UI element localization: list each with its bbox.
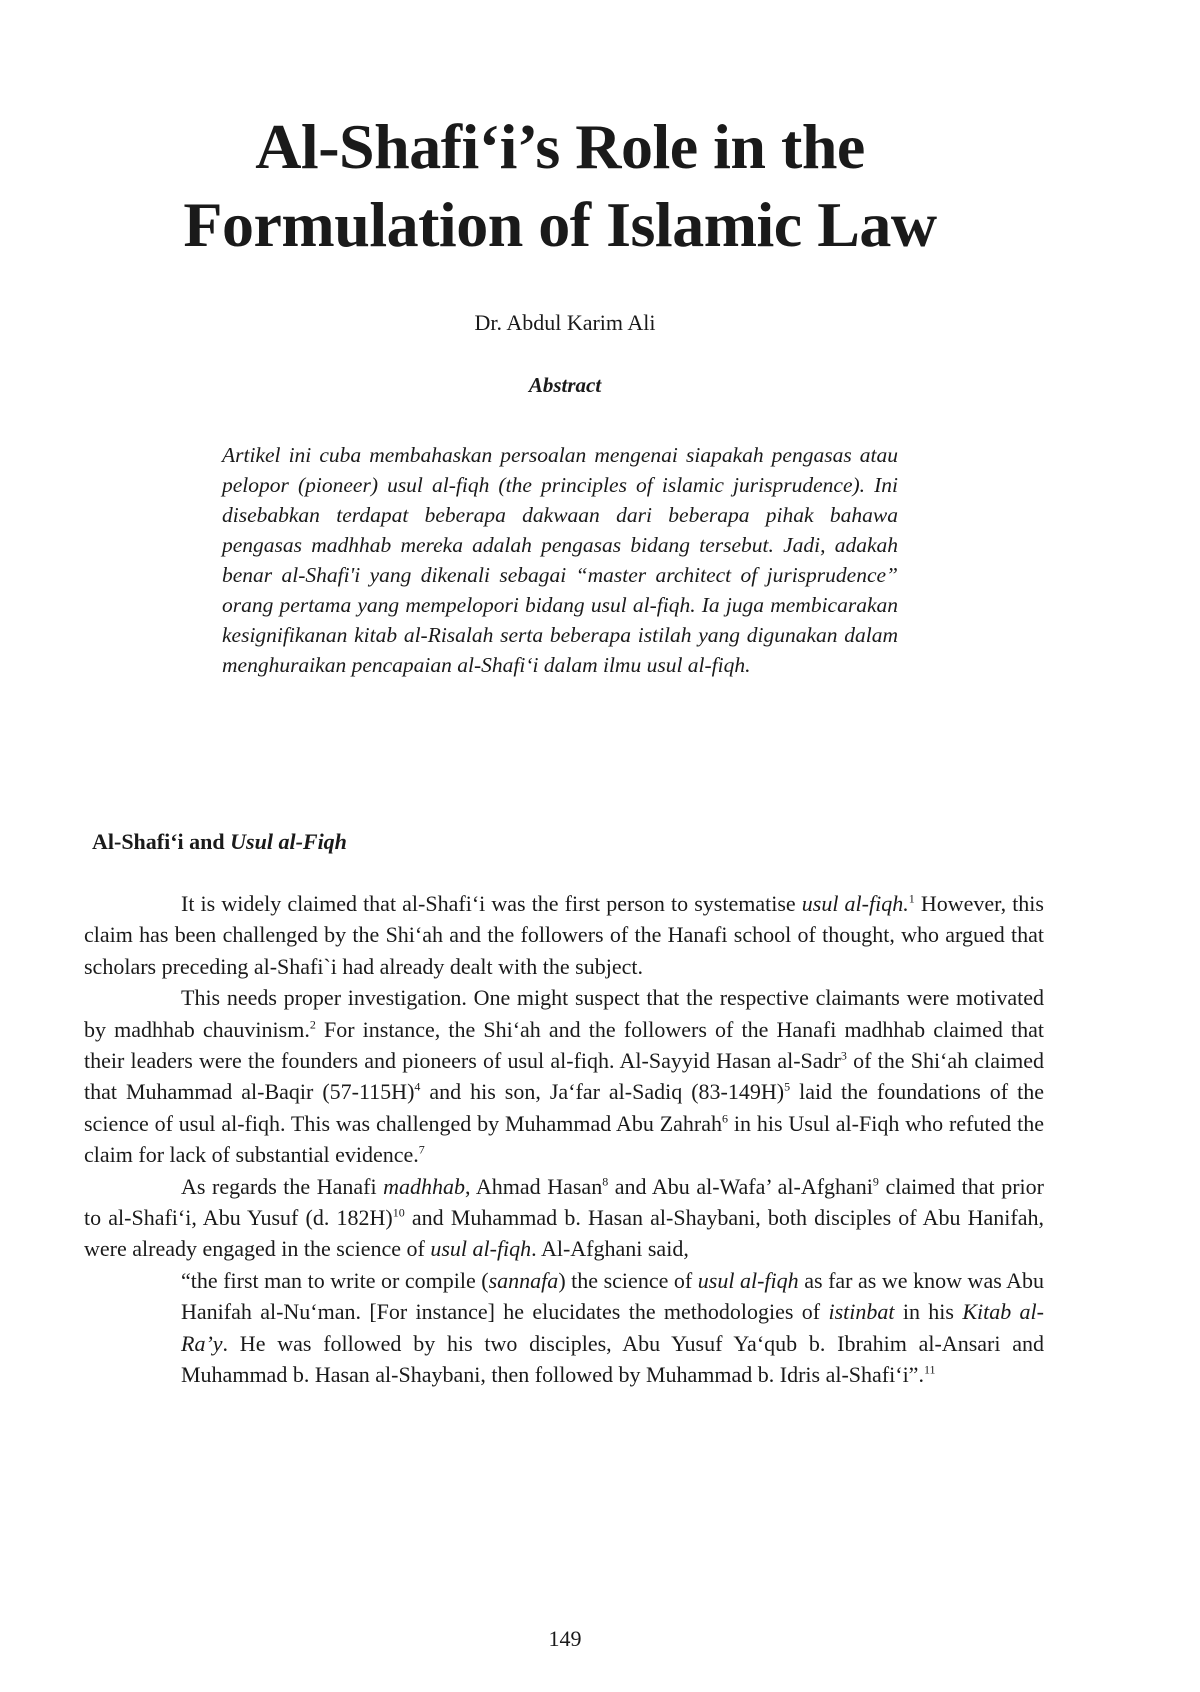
paper-title: Al-Shafi‘i’s Role in the Formulation of Islamic Law bbox=[183, 111, 937, 260]
text-run: of the Shi‘ah claimed that Muhammad al-Baqir (57-115H) bbox=[84, 1048, 1044, 1105]
italic-term: madhhab bbox=[383, 1173, 466, 1199]
footnote-ref-5: 5 bbox=[784, 1080, 791, 1095]
text-run: and his son, Ja‘far al-Sadiq (83-149H) bbox=[420, 1079, 785, 1105]
page-number: 149 bbox=[548, 1626, 582, 1651]
paragraph-1 bbox=[84, 888, 1044, 982]
footnote-ref-6: 6 bbox=[722, 1111, 728, 1126]
section-heading bbox=[92, 829, 347, 855]
paragraph-2 bbox=[84, 982, 1044, 1170]
text-run: as far as we know was Abu Hanifah al-Nu‘man. [For instance] he elucidates the methodologies of bbox=[181, 1267, 1044, 1325]
section-heading-italic: Usul al-Fiqh bbox=[230, 829, 347, 854]
italic-term: sannafa bbox=[488, 1267, 559, 1293]
body-text bbox=[84, 888, 1044, 1391]
text-run: , Ahmad Hasan bbox=[465, 1173, 603, 1199]
footnote-ref-7: 7 bbox=[418, 1142, 425, 1157]
italic-term: istinbat bbox=[828, 1299, 895, 1325]
section-heading-text: Al-Shafi‘i and bbox=[92, 829, 231, 854]
text-run: and Muhammad b. Hasan al-Shaybani, both disciples of Abu Hanifah, were already engaged in the science of bbox=[84, 1205, 1044, 1262]
footnote-ref-11: 11 bbox=[923, 1362, 936, 1377]
text-run: in his Usul al-Fiqh who refuted the claim for lack of substantial evidence. bbox=[84, 1110, 1044, 1168]
text-run: This needs proper investigation. One might suspect that the respective claimants were motivated by madhhab chauvinism. bbox=[84, 985, 1044, 1042]
text-run: laid the foundations of the science of usul al-fiqh. This was challenged by Muhammad Abu Zahrah bbox=[84, 1079, 1044, 1136]
footnote-ref-3: 3 bbox=[840, 1048, 847, 1063]
italic-term: usul al-fiqh bbox=[430, 1236, 532, 1262]
text-run: However, this claim has been challenged by the Shi‘ah and the followers of the Hanafi school of thought, who argued that scholars preceding al-Shafi`i had already dealt with the subject. bbox=[84, 891, 1044, 979]
footnote-ref-4: 4 bbox=[414, 1080, 421, 1095]
footnote-ref-8: 8 bbox=[602, 1174, 609, 1189]
text-run: in his bbox=[894, 1299, 963, 1325]
author-name: Dr. Abdul Karim Ali bbox=[474, 310, 656, 335]
text-run: claimed that prior to al-Shafi‘i, Abu Yusuf (d. 182H) bbox=[84, 1173, 1044, 1231]
italic-term: Kitab al-Ra’y bbox=[181, 1299, 1044, 1356]
abstract-text: Artikel ini cuba membahaskan persoalan mengenai siapakah pengasas atau pelopor (pioneer) usul al-fiqh (the principles of islamic jurisprudence). Ini disebabkan terdapat beberapa dakwaan dari beberapa pihak bahawa pengasas madhhab mereka adalah pengasas bidang tersebut. Jadi, adakah benar al-Shafi'i yang dikenali sebagai “master architect of jurisprudence” orang pertama yang mempelopori bidang usul al-fiqh. Ia juga membicarakan kesignifikanan kitab al-Risalah serta beberapa istilah yang digunakan dalam menghuraikan pencapaian al-Shafi‘i dalam ilmu usul al-fiqh. bbox=[222, 443, 898, 677]
footnote-ref-10: 10 bbox=[392, 1205, 405, 1220]
text-run: For instance, the Shi‘ah and the followers of the Hanafi madhhab claimed that their leaders were the founders and pioneers of usul al-fiqh. Al-Sayyid Hasan al-Sadr bbox=[84, 1016, 1044, 1074]
footnote-ref-9: 9 bbox=[872, 1174, 879, 1189]
italic-term: usul al-fiqh. bbox=[801, 891, 909, 916]
text-run: . He was followed by his two disciples, Abu Yusuf Ya‘qub b. Ibrahim al-Ansari and Muhammad b. Hasan al-Shaybani, then followed by Muhammad b. Idris al-Shafi‘i”. bbox=[181, 1330, 1044, 1388]
text-run: It is widely claimed that al-Shafi‘i was the first person to systematise bbox=[181, 891, 802, 916]
text-run: “the first man to write or compile ( bbox=[181, 1267, 489, 1293]
paragraph-3 bbox=[84, 1171, 1044, 1265]
text-run: and Abu al-Wafa’ al-Afghani bbox=[608, 1173, 873, 1199]
abstract-heading: Abstract bbox=[528, 373, 602, 397]
footnote-ref-1: 1 bbox=[908, 891, 915, 906]
italic-term: usul al-fiqh bbox=[697, 1267, 799, 1293]
block-quote bbox=[181, 1265, 1044, 1391]
text-run: ) the science of bbox=[558, 1267, 698, 1293]
text-run: . Al-Afghani said, bbox=[531, 1236, 689, 1262]
footnote-ref-2: 2 bbox=[309, 1017, 316, 1032]
text-run: As regards the Hanafi bbox=[181, 1173, 384, 1199]
